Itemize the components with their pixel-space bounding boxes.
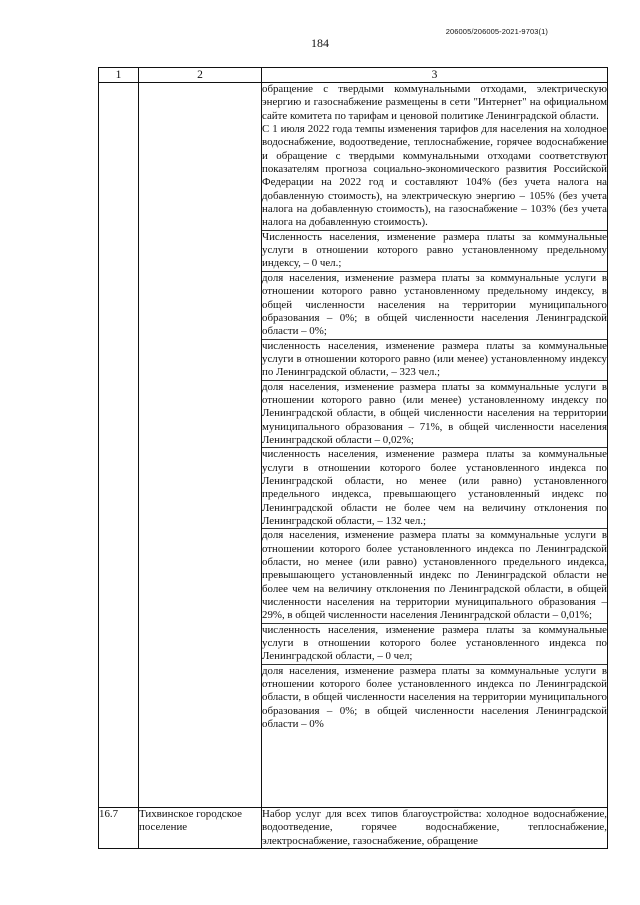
row2-text-cell: Набор услуг для всех типов благоустройства: холодное водоснабжение, водоотведение, горячее водоснабжение, теплоснабжение, электроснабжение, газоснабжение, обращение <box>262 808 607 847</box>
row2-name-cell: Тихвинское городское поселение <box>139 808 262 849</box>
paragraph: Численность населения, изменение размера платы за коммунальные услуги в отношении которого равно установленному предельному индексу, – 0 чел.; <box>262 230 607 270</box>
paragraph: численность населения, изменение размера платы за коммунальные услуги в отношении которого более установленного индекса по Ленинградской области, – 0 чел; <box>262 623 607 663</box>
column-header-1: 1 <box>99 68 139 83</box>
paragraph: численность населения, изменение размера платы за коммунальные услуги в отношении которого равно (или менее) установленному индексу по Ленинградской области, – 323 чел.; <box>262 339 607 379</box>
row1-name-cell <box>139 83 262 808</box>
paragraph: доля населения, изменение размера платы за коммунальные услуги в отношении которого равно установленному предельному индексу, в общей численности населения на территории муниципального образования – 0%; в общей численности населения Ленинградской области – 0%; <box>262 271 607 338</box>
paragraph: численность населения, изменение размера платы за коммунальные услуги в отношении которого более установленного индекса по Ленинградской области, но менее (или равно) установленного предельного индекса, превышающего установленный индекс по Ленинградской области не более чем на величину отклонения по Ленинградской области, – 132 чел.; <box>262 448 607 527</box>
document-id: 206005/206005-2021-9703(1) <box>445 27 548 36</box>
paragraph: С 1 июля 2022 года темпы изменения тарифов для населения на холодное водоснабжение, водоотведение, теплоснабжение, горячее водоснабжение и обращение с твердыми коммунальными отходами соответствуют показателям прогноза социально-экономического развития Российской Федерации на 2022 год и составляют 104% (без учета налога на добавленную стоимость), на электрическую энергию – 105% (без учета налога на добавленную стоимость), на газоснабжение – 103% (без учета налога на добавленную стоимость). <box>262 123 607 229</box>
row1-text-cell <box>262 83 608 808</box>
column-header-3: 3 <box>262 68 608 83</box>
column-header-2: 2 <box>139 68 262 83</box>
paragraph: доля населения, изменение размера платы за коммунальные услуги в отношении которого более установленного индекса по Ленинградской области, но менее (или равно) установленного предельного индекса, превышающего установленный индекс по Ленинградской области не более чем на величину отклонения по Ленинградской области, в общей численности населения на территории муниципального образования – 29%, в общей численности населения Ленинградской области – 0,01%; <box>262 529 607 622</box>
paragraph: обращение с твердыми коммунальными отходами, электрическую энергию и газоснабжение размещены в сети "Интернет" на официальном сайте комитета по тарифам и ценовой политике Ленинградской области. <box>262 83 607 122</box>
table-header-row <box>99 68 608 83</box>
table-row <box>99 808 608 849</box>
page-number: 184 <box>311 36 329 50</box>
row2-number-cell: 16.7 <box>99 808 139 849</box>
row1-number-cell <box>99 83 139 808</box>
document-table <box>98 67 608 849</box>
paragraph: доля населения, изменение размера платы за коммунальные услуги в отношении которого равно (или менее) установленному индексу по Ленинградской области, в общей численности населения на территории муниципального образования – 71%, в общей численности населения Ленинградской области – 0,02%; <box>262 380 607 446</box>
table-row <box>99 83 608 808</box>
paragraph: доля населения, изменение размера платы за коммунальные услуги в отношении которого более установленного индекса по Ленинградской области, в общей численности населения на территории муниципального образования – 0%; в общей численности населения Ленинградской области – 0% <box>262 664 607 731</box>
